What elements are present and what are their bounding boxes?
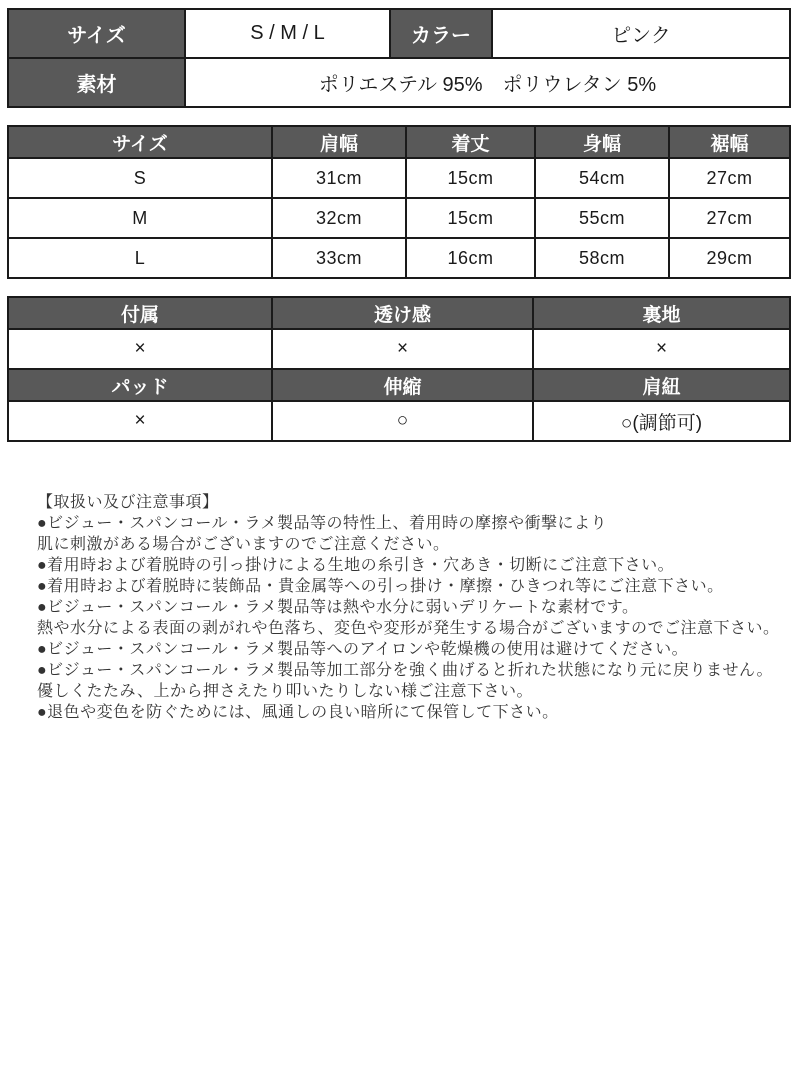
- accessory-value: ×: [8, 329, 272, 369]
- product-spec-table: [7, 8, 791, 108]
- size-measurement-table: [7, 125, 791, 279]
- spec-row-size-color: [8, 9, 790, 58]
- stretch-header: 伸縮: [272, 369, 533, 401]
- pad-value: ×: [8, 401, 272, 441]
- size-name: L: [8, 238, 272, 278]
- lining-value: ×: [533, 329, 790, 369]
- care-note-line: 優しくたたみ、上から押さえたり叩いたりしない様ご注意下さい。: [37, 683, 533, 700]
- feature-value-row-1: [8, 329, 790, 369]
- accessory-header: 付属: [8, 297, 272, 329]
- length-value: 15cm: [406, 158, 535, 198]
- size-row-m: [8, 198, 790, 238]
- size-name: S: [8, 158, 272, 198]
- size-col-header: サイズ: [8, 126, 272, 158]
- length-header: 着丈: [406, 126, 535, 158]
- feature-table: [7, 296, 791, 442]
- shoulder-width-value: 33cm: [272, 238, 406, 278]
- size-name: M: [8, 198, 272, 238]
- length-value: 15cm: [406, 198, 535, 238]
- feature-header-row-1: [8, 297, 790, 329]
- spec-size-label: サイズ: [8, 9, 185, 58]
- shoulder-strap-header: 肩紐: [533, 369, 790, 401]
- shoulder-strap-value: ○(調節可): [533, 401, 790, 441]
- body-width-value: 54cm: [535, 158, 669, 198]
- feature-header-row-2: [8, 369, 790, 401]
- care-note-line: ●ビジュー・スパンコール・ラメ製品等の特性上、着用時の摩擦や衝撃により: [37, 515, 608, 532]
- lining-header: 裏地: [533, 297, 790, 329]
- pad-header: パッド: [8, 369, 272, 401]
- body-width-header: 身幅: [535, 126, 669, 158]
- feature-value-row-2: [8, 401, 790, 441]
- size-row-s: [8, 158, 790, 198]
- care-note-line: ●ビジュー・スパンコール・ラメ製品等へのアイロンや乾燥機の使用は避けてください。: [37, 641, 689, 658]
- size-row-l: [8, 238, 790, 278]
- body-width-value: 55cm: [535, 198, 669, 238]
- care-note-line: ●着用時および着脱時に装飾品・貴金属等への引っ掛け・摩擦・ひきつれ等にご注意下さい。: [37, 578, 724, 595]
- care-note-line: 熱や水分による表面の剥がれや色落ち、変色や変形が発生する場合がございますのでご注意下さい。: [37, 620, 780, 637]
- hem-width-header: 裾幅: [669, 126, 790, 158]
- body-width-value: 58cm: [535, 238, 669, 278]
- stretch-value: ○: [272, 401, 533, 441]
- spec-material-value: ポリエステル 95% ポリウレタン 5%: [185, 58, 790, 107]
- spec-material-label: 素材: [8, 58, 185, 107]
- shoulder-width-header: 肩幅: [272, 126, 406, 158]
- length-value: 16cm: [406, 238, 535, 278]
- spec-row-material: [8, 58, 790, 107]
- size-table-header-row: [8, 126, 790, 158]
- care-note-line: ●ビジュー・スパンコール・ラメ製品等は熱や水分に弱いデリケートな素材です。: [37, 599, 639, 616]
- shoulder-width-value: 32cm: [272, 198, 406, 238]
- hem-width-value: 27cm: [669, 158, 790, 198]
- sheerness-header: 透け感: [272, 297, 533, 329]
- hem-width-value: 29cm: [669, 238, 790, 278]
- sheerness-value: ×: [272, 329, 533, 369]
- spec-color-value: ピンク: [492, 9, 790, 58]
- care-notes-title: 【取扱い及び注意事項】: [37, 494, 219, 511]
- care-notes: [37, 492, 800, 723]
- hem-width-value: 27cm: [669, 198, 790, 238]
- spec-color-label: カラー: [390, 9, 492, 58]
- shoulder-width-value: 31cm: [272, 158, 406, 198]
- care-note-line: 肌に刺激がある場合がございますのでご注意ください。: [37, 536, 450, 553]
- care-note-line: ●退色や変色を防ぐためには、風通しの良い暗所にて保管して下さい。: [37, 704, 559, 721]
- care-note-line: ●ビジュー・スパンコール・ラメ製品等加工部分を強く曲げると折れた状態になり元に戻りません。: [37, 662, 774, 679]
- care-note-line: ●着用時および着脱時の引っ掛けによる生地の糸引き・穴あき・切断にご注意下さい。: [37, 557, 675, 574]
- spec-size-value: S / M / L: [185, 9, 390, 58]
